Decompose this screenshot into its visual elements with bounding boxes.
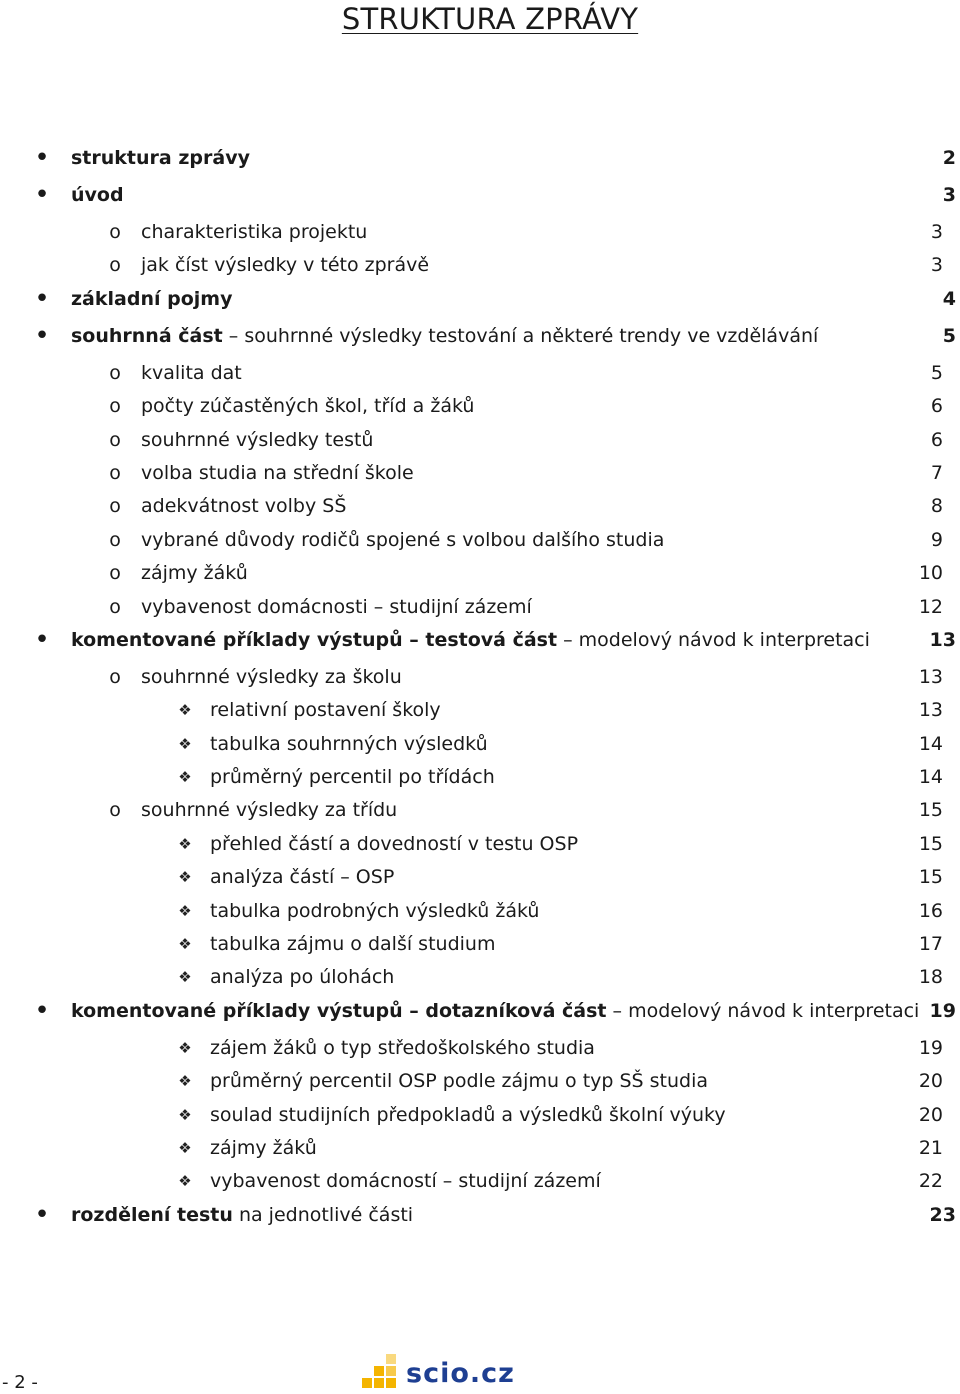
toc-entry-text-part: vybrané důvody rodičů spojené s volbou dalšího studia <box>141 528 665 551</box>
toc-entry-page-number: 18 <box>918 966 943 989</box>
toc-entry-title <box>210 928 495 961</box>
toc-entry <box>0 928 960 961</box>
diamond-bullet-icon: ❖ <box>178 1105 192 1124</box>
toc-entry <box>0 1032 960 1065</box>
toc-entry-page-number: 3 <box>930 254 943 277</box>
toc-entry-text-part: komentované příklady výstupů – dotazníková část <box>71 999 607 1022</box>
toc-entry-text-part: počty zúčastěných škol, tříd a žáků <box>141 395 475 418</box>
toc-entry-title <box>141 557 248 590</box>
toc-entry <box>0 424 960 457</box>
toc-entry-page-number: 19 <box>918 1036 943 1059</box>
diamond-bullet-icon: ❖ <box>178 968 192 987</box>
toc-entry-page-number: 10 <box>918 562 943 585</box>
circle-bullet-icon: o <box>109 361 121 384</box>
toc-entry-text-part: souhrnné výsledky za školu <box>141 665 402 688</box>
bullet-icon: • <box>34 143 50 173</box>
toc-entry-text-part: zájmy žáků <box>210 1136 317 1159</box>
toc-entry <box>0 1065 960 1098</box>
toc-entry-page-number: 2 <box>942 147 956 169</box>
toc-entry <box>0 661 960 694</box>
bullet-icon: • <box>34 624 50 655</box>
circle-bullet-icon: o <box>109 428 121 451</box>
toc-entry-page-number: 15 <box>918 799 943 822</box>
toc-entry-page-number: 13 <box>918 699 943 722</box>
toc-entry-title <box>210 1032 595 1065</box>
table-of-contents <box>0 142 960 1236</box>
toc-entry-text-part: jak číst výsledky v této zprávě <box>141 254 430 277</box>
toc-entry-text-part: tabulka podrobných výsledků žáků <box>210 899 540 922</box>
footer-page-number: - 2 - <box>2 1372 38 1393</box>
circle-bullet-icon: o <box>109 221 121 243</box>
toc-entry-text-part: souhrnná část <box>71 324 223 347</box>
toc-entry-page-number: 19 <box>929 999 956 1022</box>
circle-bullet-icon: o <box>109 562 121 585</box>
toc-entry-text-part: komentované příklady výstupů – testová část <box>71 628 558 651</box>
toc-entry <box>0 961 960 994</box>
toc-entry-title <box>210 1065 708 1098</box>
toc-entry-text-part: analýza po úlohách <box>210 966 395 989</box>
toc-entry-text-part: – modelový návod k interpretaci <box>557 628 870 651</box>
toc-entry-title <box>210 861 394 894</box>
toc-entry-page-number: 5 <box>930 361 943 384</box>
toc-entry-title <box>141 794 397 827</box>
logo-text: scio.cz <box>406 1358 515 1389</box>
toc-entry-title <box>141 357 242 390</box>
bullet-icon: • <box>34 320 50 351</box>
toc-entry-page-number: 9 <box>930 528 943 551</box>
toc-entry-page-number: 17 <box>918 933 943 956</box>
bullet-icon: • <box>34 180 50 210</box>
bullet-icon: • <box>34 283 50 314</box>
toc-entry-page-number: 22 <box>918 1170 943 1193</box>
toc-entry-text-part: – modelový návod k interpretaci <box>606 999 920 1022</box>
diamond-bullet-icon: ❖ <box>178 734 192 753</box>
toc-entry-text-part: analýza částí – OSP <box>210 866 395 889</box>
toc-entry-title <box>71 624 870 657</box>
toc-entry-title <box>141 216 367 249</box>
scio-logo <box>362 1358 532 1390</box>
toc-entry <box>0 694 960 727</box>
toc-entry <box>0 995 960 1032</box>
toc-entry-text-part: základní pojmy <box>71 287 233 310</box>
diamond-bullet-icon: ❖ <box>178 768 192 787</box>
toc-entry-title <box>210 1099 726 1132</box>
toc-entry-text-part: úvod <box>71 184 124 206</box>
toc-entry-text-part: zájmy žáků <box>141 562 248 585</box>
toc-entry-text-part: přehled částí a dovedností v testu OSP <box>210 832 579 855</box>
toc-entry-title <box>71 995 919 1028</box>
diamond-bullet-icon: ❖ <box>178 1038 192 1057</box>
toc-entry-text-part: – souhrnné výsledky testování a některé trendy ve vzdělávání <box>222 324 819 347</box>
toc-entry-text-part: souhrnné výsledky testů <box>141 428 374 451</box>
toc-entry-title <box>71 179 124 212</box>
toc-entry-page-number: 15 <box>918 866 943 889</box>
toc-entry-page-number: 6 <box>930 395 943 418</box>
toc-entry-title <box>71 1199 413 1232</box>
toc-entry-text-part: vybavenost domácnosti – studijní zázemí <box>141 595 532 618</box>
toc-entry-title <box>210 895 539 928</box>
toc-entry-title <box>141 457 414 490</box>
toc-entry <box>0 1199 960 1236</box>
toc-entry-title <box>141 390 474 423</box>
circle-bullet-icon: o <box>109 595 121 618</box>
toc-entry-title <box>210 728 488 761</box>
toc-entry-page-number: 16 <box>918 899 943 922</box>
diamond-bullet-icon: ❖ <box>178 701 192 720</box>
toc-entry <box>0 557 960 590</box>
toc-entry-page-number: 12 <box>918 595 943 618</box>
toc-entry-text-part: charakteristika projektu <box>141 221 368 243</box>
diamond-bullet-icon: ❖ <box>178 1138 192 1157</box>
toc-entry-page-number: 21 <box>918 1136 943 1159</box>
toc-entry-text-part: adekvátnost volby SŠ <box>141 495 347 518</box>
toc-entry-title <box>210 761 495 794</box>
toc-entry-title <box>141 661 402 694</box>
circle-bullet-icon: o <box>109 528 121 551</box>
toc-entry-text-part: struktura zprávy <box>71 147 250 169</box>
circle-bullet-icon: o <box>109 461 121 484</box>
bullet-icon: • <box>34 995 50 1026</box>
bullet-icon: • <box>34 1199 50 1230</box>
toc-entry-page-number: 3 <box>942 184 956 206</box>
toc-entry <box>0 624 960 661</box>
toc-entry-text-part: kvalita dat <box>141 361 242 384</box>
toc-entry-title <box>141 591 532 624</box>
toc-entry-title <box>71 142 250 175</box>
toc-entry-text-part: vybavenost domácností – studijní zázemí <box>210 1170 601 1193</box>
toc-entry <box>0 761 960 794</box>
toc-entry-text-part: rozdělení testu <box>71 1203 233 1226</box>
toc-entry-title <box>141 249 429 282</box>
toc-entry-page-number: 20 <box>918 1103 943 1126</box>
toc-entry-title <box>210 1132 317 1165</box>
toc-entry <box>0 524 960 557</box>
circle-bullet-icon: o <box>109 254 121 277</box>
toc-entry-page-number: 5 <box>942 324 956 347</box>
toc-entry <box>0 457 960 490</box>
toc-entry-text-part: průměrný percentil OSP podle zájmu o typ SŠ studia <box>210 1070 709 1093</box>
toc-entry <box>0 249 960 282</box>
toc-entry <box>0 490 960 523</box>
circle-bullet-icon: o <box>109 495 121 518</box>
toc-entry-text-part: volba studia na střední škole <box>141 461 414 484</box>
toc-entry <box>0 828 960 861</box>
toc-entry-page-number: 14 <box>918 732 943 755</box>
toc-entry <box>0 1132 960 1165</box>
toc-entry <box>0 1165 960 1198</box>
toc-entry <box>0 216 960 249</box>
toc-entry-title <box>210 1165 601 1198</box>
toc-entry <box>0 142 960 179</box>
toc-entry <box>0 1099 960 1132</box>
toc-entry-text-part: tabulka souhrnných výsledků <box>210 732 488 755</box>
toc-entry-title <box>141 424 373 457</box>
toc-entry-page-number: 23 <box>929 1203 956 1226</box>
toc-entry <box>0 794 960 827</box>
toc-entry-page-number: 13 <box>918 665 943 688</box>
circle-bullet-icon: o <box>109 799 121 822</box>
toc-entry-title <box>141 490 346 523</box>
toc-entry <box>0 728 960 761</box>
circle-bullet-icon: o <box>109 395 121 418</box>
toc-entry-page-number: 15 <box>918 832 943 855</box>
logo-squares-icon <box>362 1364 402 1390</box>
diamond-bullet-icon: ❖ <box>178 868 192 887</box>
toc-entry-title <box>71 320 818 353</box>
toc-entry-title <box>71 283 232 316</box>
diamond-bullet-icon: ❖ <box>178 834 192 853</box>
toc-entry-page-number: 8 <box>930 495 943 518</box>
page-title: STRUKTURA ZPRÁVY <box>341 2 639 36</box>
diamond-bullet-icon: ❖ <box>178 901 192 920</box>
toc-entry <box>0 357 960 390</box>
toc-entry-title <box>210 961 394 994</box>
toc-entry-title <box>210 694 441 727</box>
toc-entry-title <box>141 524 664 557</box>
toc-entry-text-part: relativní postavení školy <box>210 699 441 722</box>
toc-entry-title <box>210 828 578 861</box>
toc-entry <box>0 283 960 320</box>
toc-entry-text-part: na jednotlivé části <box>232 1203 414 1226</box>
toc-entry-text-part: souhrnné výsledky za třídu <box>141 799 398 822</box>
diamond-bullet-icon: ❖ <box>178 935 192 954</box>
toc-entry <box>0 320 960 357</box>
toc-entry-page-number: 7 <box>930 461 943 484</box>
toc-entry-page-number: 3 <box>930 221 943 243</box>
toc-entry <box>0 390 960 423</box>
toc-entry <box>0 591 960 624</box>
toc-entry-page-number: 4 <box>942 287 956 310</box>
toc-entry-text-part: průměrný percentil po třídách <box>210 766 495 789</box>
toc-entry <box>0 179 960 216</box>
toc-entry-text-part: zájem žáků o typ středoškolského studia <box>210 1036 595 1059</box>
toc-entry-text-part: tabulka zájmu o další studium <box>210 933 496 956</box>
toc-entry <box>0 861 960 894</box>
toc-entry-text-part: soulad studijních předpokladů a výsledků školní výuky <box>210 1103 726 1126</box>
toc-entry-page-number: 20 <box>918 1070 943 1093</box>
toc-entry-page-number: 14 <box>918 766 943 789</box>
toc-entry <box>0 895 960 928</box>
toc-entry-page-number: 6 <box>930 428 943 451</box>
toc-entry-page-number: 13 <box>929 628 956 651</box>
diamond-bullet-icon: ❖ <box>178 1172 192 1191</box>
circle-bullet-icon: o <box>109 665 121 688</box>
diamond-bullet-icon: ❖ <box>178 1072 192 1091</box>
